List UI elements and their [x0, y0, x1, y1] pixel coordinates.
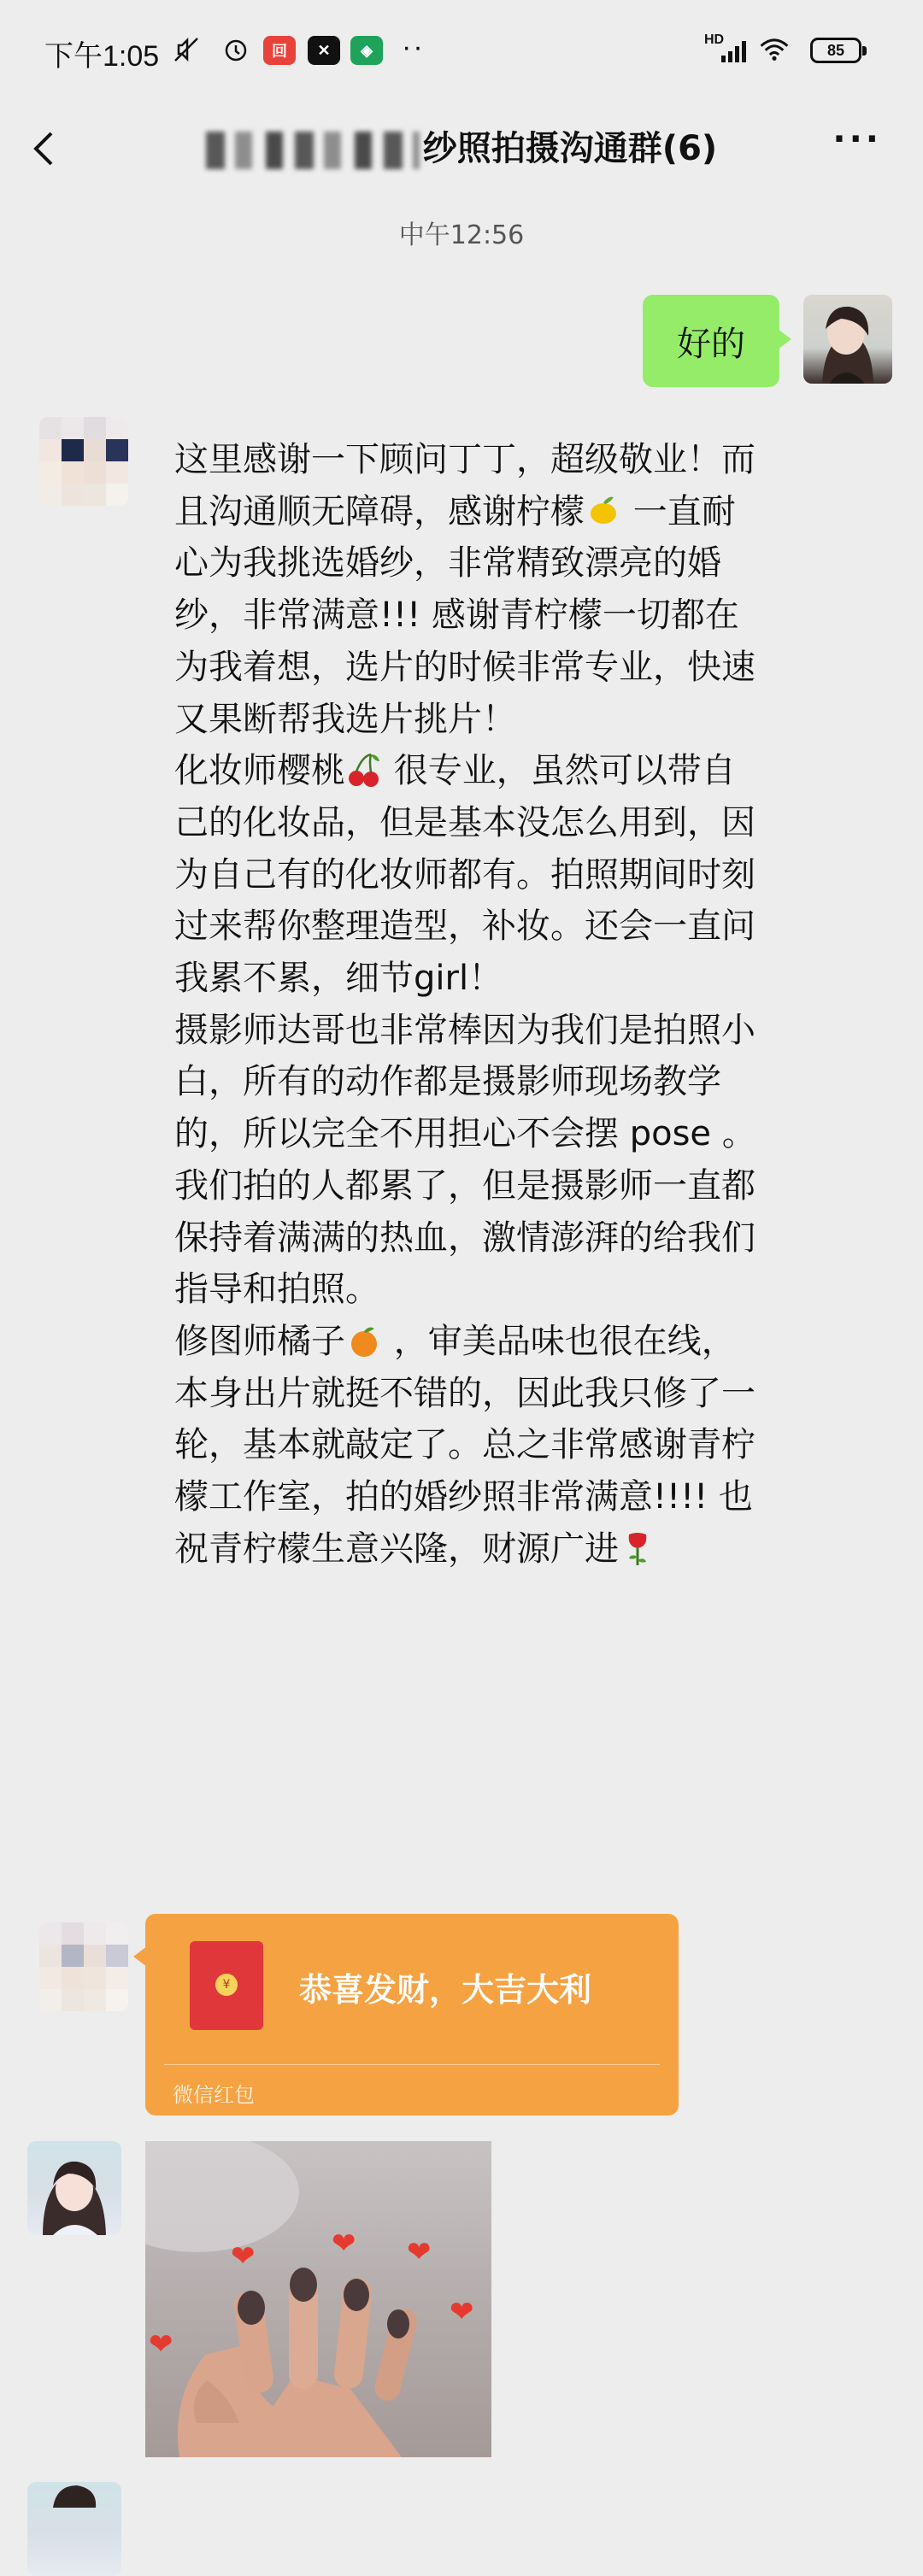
heart-icon: ❤ — [450, 2295, 474, 2329]
alarm-icon — [220, 34, 251, 65]
review-text-3: 很专业，虽然可以带自己的化妆品，但是基本没怎么用到，因为自己有的化妆师都有。拍照期间时刻过来帮你整理造型，补妆。还会一直问我累不累，细节girl！ 摄影师达哥也非常棒因为我们是拍照小白，所有的动作都是摄影师现场教学的，所以完全不用担心不会摆 pose 。我们拍的人都累了，但是摄影师一直都保持着满满的热血，激情澎湃的给我们指导和拍照。 修图师橘子 — [174, 751, 756, 1361]
sender-avatar-4[interactable] — [27, 2482, 121, 2576]
chat-title — [0, 121, 923, 170]
heart-icon: ❤ — [231, 2239, 256, 2274]
status-more: ·· — [402, 31, 425, 63]
app-icon-2: ✕ — [308, 36, 340, 65]
status-time: 下午1:05 — [44, 40, 160, 73]
chat-title-text: 纱照拍摄沟通群(6) — [422, 129, 718, 168]
signal-icon — [720, 36, 750, 67]
more-options-button[interactable]: ··· — [832, 120, 882, 159]
mute-icon — [171, 34, 202, 65]
app-icon-3: ◈ — [350, 36, 383, 65]
my-message-bubble[interactable] — [643, 295, 779, 387]
red-packet-message[interactable] — [145, 1914, 679, 2115]
review-message[interactable] — [174, 434, 764, 1575]
network-type: HD — [704, 32, 725, 47]
message-timestamp: 中午12:56 — [398, 220, 525, 250]
tangerine-icon — [345, 1322, 383, 1359]
my-avatar[interactable] — [803, 295, 892, 384]
heart-icon: ❤ — [407, 2235, 432, 2269]
sender-avatar-blurred[interactable] — [39, 417, 128, 506]
hand-photo-image — [145, 2141, 491, 2457]
blurred-name — [206, 132, 420, 169]
hand-photo-message[interactable] — [145, 2141, 491, 2457]
rose-icon — [619, 1529, 656, 1567]
battery-indicator: 85 — [810, 38, 861, 63]
sender-avatar-3[interactable] — [27, 2141, 121, 2235]
sender-avatar-blurred-2[interactable] — [39, 1922, 128, 2011]
cherry-icon — [345, 751, 383, 789]
app-icon-1: 回 — [263, 36, 296, 65]
wifi-icon — [759, 34, 790, 65]
heart-icon: ❤ — [149, 2327, 173, 2362]
red-packet-divider — [164, 2064, 660, 2065]
red-envelope-icon: ¥ — [190, 1941, 263, 2030]
status-bar — [0, 0, 923, 103]
red-packet-title: 恭喜发财，大吉大利 — [299, 1971, 592, 2009]
chat-header — [0, 103, 923, 193]
red-packet-label: 微信红包 — [173, 2083, 255, 2107]
review-text-2: 一直耐心为我挑选婚纱，非常精致漂亮的婚纱，非常满意!!! 感谢青柠檬一切都在为我着想，选片的时候非常专业，快速又果断帮我选片挑片！ 化妆师樱桃 — [174, 491, 755, 791]
heart-icon: ❤ — [332, 2227, 356, 2261]
lemon-icon — [585, 492, 622, 530]
my-message-text: 好的 — [677, 324, 745, 364]
review-text-1: 这里感谢一下顾问丁丁，超级敬业！而且沟通顺无障碍，感谢柠檬 — [174, 440, 755, 531]
review-text-4: ，审美品味也很在线，本身出片就挺不错的，因此我只修了一轮，基本就敲定了。总之非常感谢青柠檬工作室，拍的婚纱照非常满意!!!! 也祝青柠檬生意兴隆，财源广进 — [174, 1321, 755, 1569]
